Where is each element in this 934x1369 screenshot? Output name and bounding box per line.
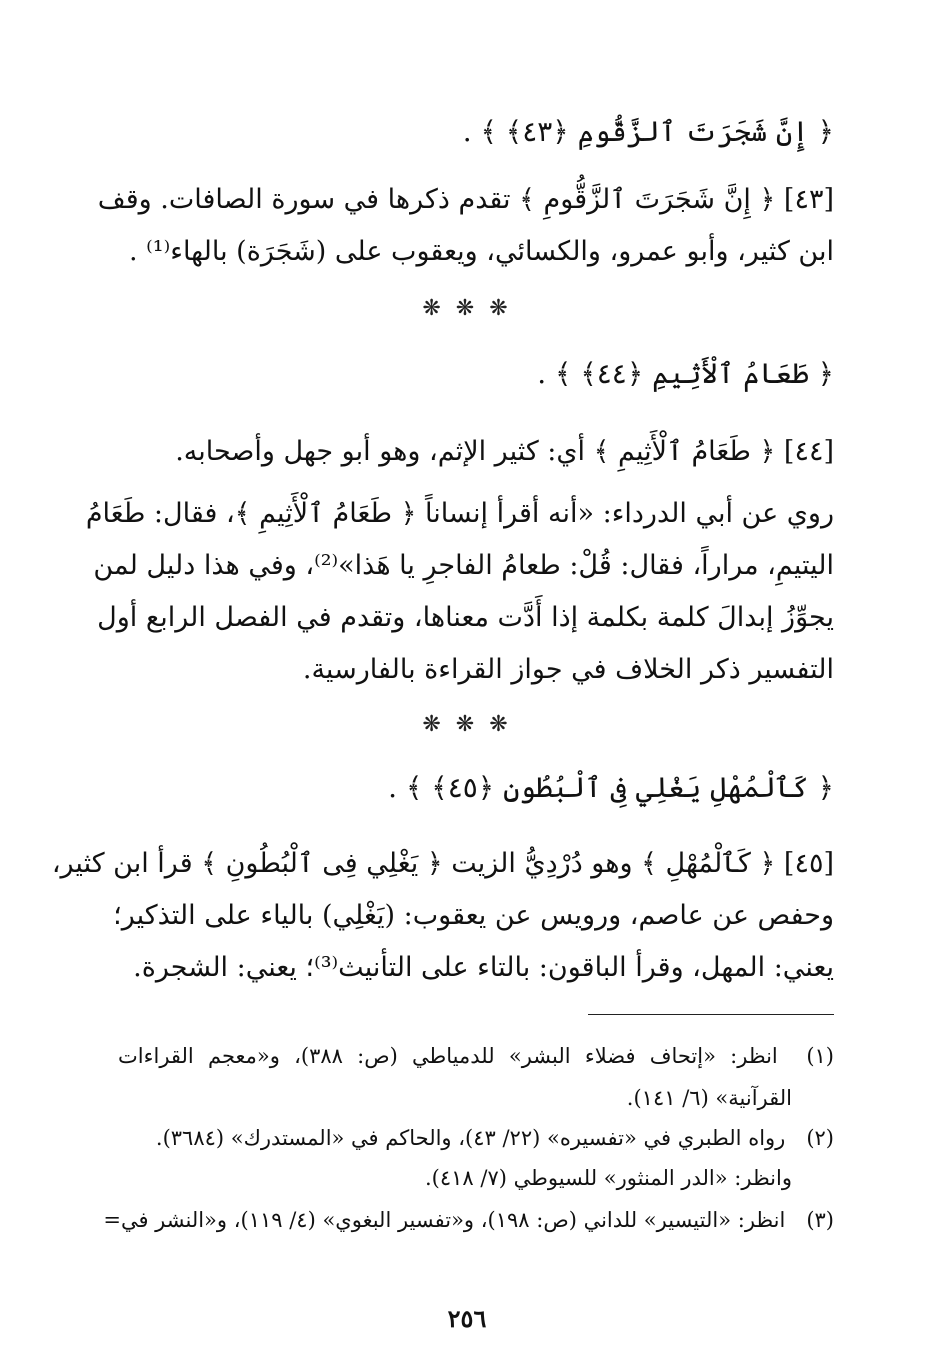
footnote-1-text-1: انظر: «إتحاف فضلاء البشر» للدمياطي (ص: ٣٨٨)، و«معجم القراءات	[118, 1044, 778, 1068]
footnote-3-number: (٣)	[806, 1208, 834, 1232]
narration-line-1: روي عن أبي الدرداء: «أنه أقرأ إنساناً ﴿ طَعَامُ ٱلْأَثِيمِ ﴾، فقال: طَعَامُ	[85, 498, 834, 529]
footnote-3-line-1	[103, 1204, 834, 1236]
footnote-1-line-2: القرآنية» (٦/ ١٤١).	[626, 1086, 792, 1110]
narration-line-3: يجوِّزُ إبدالَ كلمة بكلمة إذا أَدَّت معناها، وتقدم في الفصل الرابع أول	[97, 602, 834, 633]
footnote-2-text-1: رواه الطبري في «تفسيره» (٢٢/ ٤٣)، والحاكم في «المستدرك» (٣٦٨٤).	[155, 1126, 786, 1150]
footnote-divider	[588, 1014, 834, 1015]
verse-45: ﴿ كَٱلْمُهْلِ يَغْلِي فِى ٱلْبُطُونِ ﴿٤٥﴾ ﴾ .	[388, 771, 834, 804]
verse-43: ﴿ إِنَّ شَجَرَتَ ٱلزَّقُّومِ ﴿٤٣﴾ ﴾ .	[462, 115, 834, 148]
verse-44: ﴿ طَعَامُ ٱلْأَثِيمِ ﴿٤٤﴾ ﴾ .	[537, 357, 834, 390]
section-separator: ❋ ❋ ❋	[422, 712, 512, 737]
commentary-43-line-1: [٤٣] ﴿ إِنَّ شَجَرَتَ ٱلزَّقُّومِ ﴾ تقدم ذكرها في سورة الصافات. وقف	[97, 184, 834, 215]
narration-line-4: التفسير ذكر الخلاف في جواز القراءة بالفارسية.	[302, 654, 834, 685]
footnote-3-text-1: انظر: «التيسير» للداني (ص: ١٩٨)، و«تفسير البغوي» (٤/ ١١٩)، و«النشر في=	[103, 1208, 786, 1232]
commentary-43-line-2: ابن كثير، وأبو عمرو، والكسائي، ويعقوب على (شَجَرَة) بالهاء⁽¹⁾ .	[129, 236, 834, 267]
narration-line-2: اليتيمِ، مراراً، فقال: قُلْ: طعامُ الفاجرِ يا هَذا»⁽²⁾، وفي هذا دليل لمن	[93, 550, 834, 581]
commentary-45-line-3: يعني: المهل، وقرأ الباقون: بالتاء على التأنيث⁽³⁾؛ يعني: الشجرة.	[133, 952, 834, 983]
footnote-2-number: (٢)	[806, 1126, 834, 1150]
commentary-45-line-2: وحفص عن عاصم، ورويس عن يعقوب: (يَغْلِي) بالياء على التذكير؛	[113, 900, 834, 931]
commentary-44-line-1: [٤٤] ﴿ طَعَامُ ٱلْأَثِيمِ ﴾ أي: كثير الإثم، وهو أبو جهل وأصحابه.	[175, 436, 834, 467]
commentary-45-line-1: [٤٥] ﴿ كَٱلْمُهْلِ ﴾ وهو دُرْدِيُّ الزيت ﴿ يَغْلِي فِى ٱلْبُطُونِ ﴾ قرأ ابن كثير،	[51, 848, 834, 879]
footnote-1-line-1	[118, 1040, 834, 1072]
page-number: ٢٥٦	[447, 1304, 487, 1333]
section-separator: ❋ ❋ ❋	[422, 296, 512, 321]
footnote-2-line-2: وانظر: «الدر المنثور» للسيوطي (٧/ ٤١٨).	[425, 1166, 792, 1190]
footnote-1-number: (١)	[806, 1044, 834, 1068]
footnote-2-line-1	[118, 1122, 834, 1154]
